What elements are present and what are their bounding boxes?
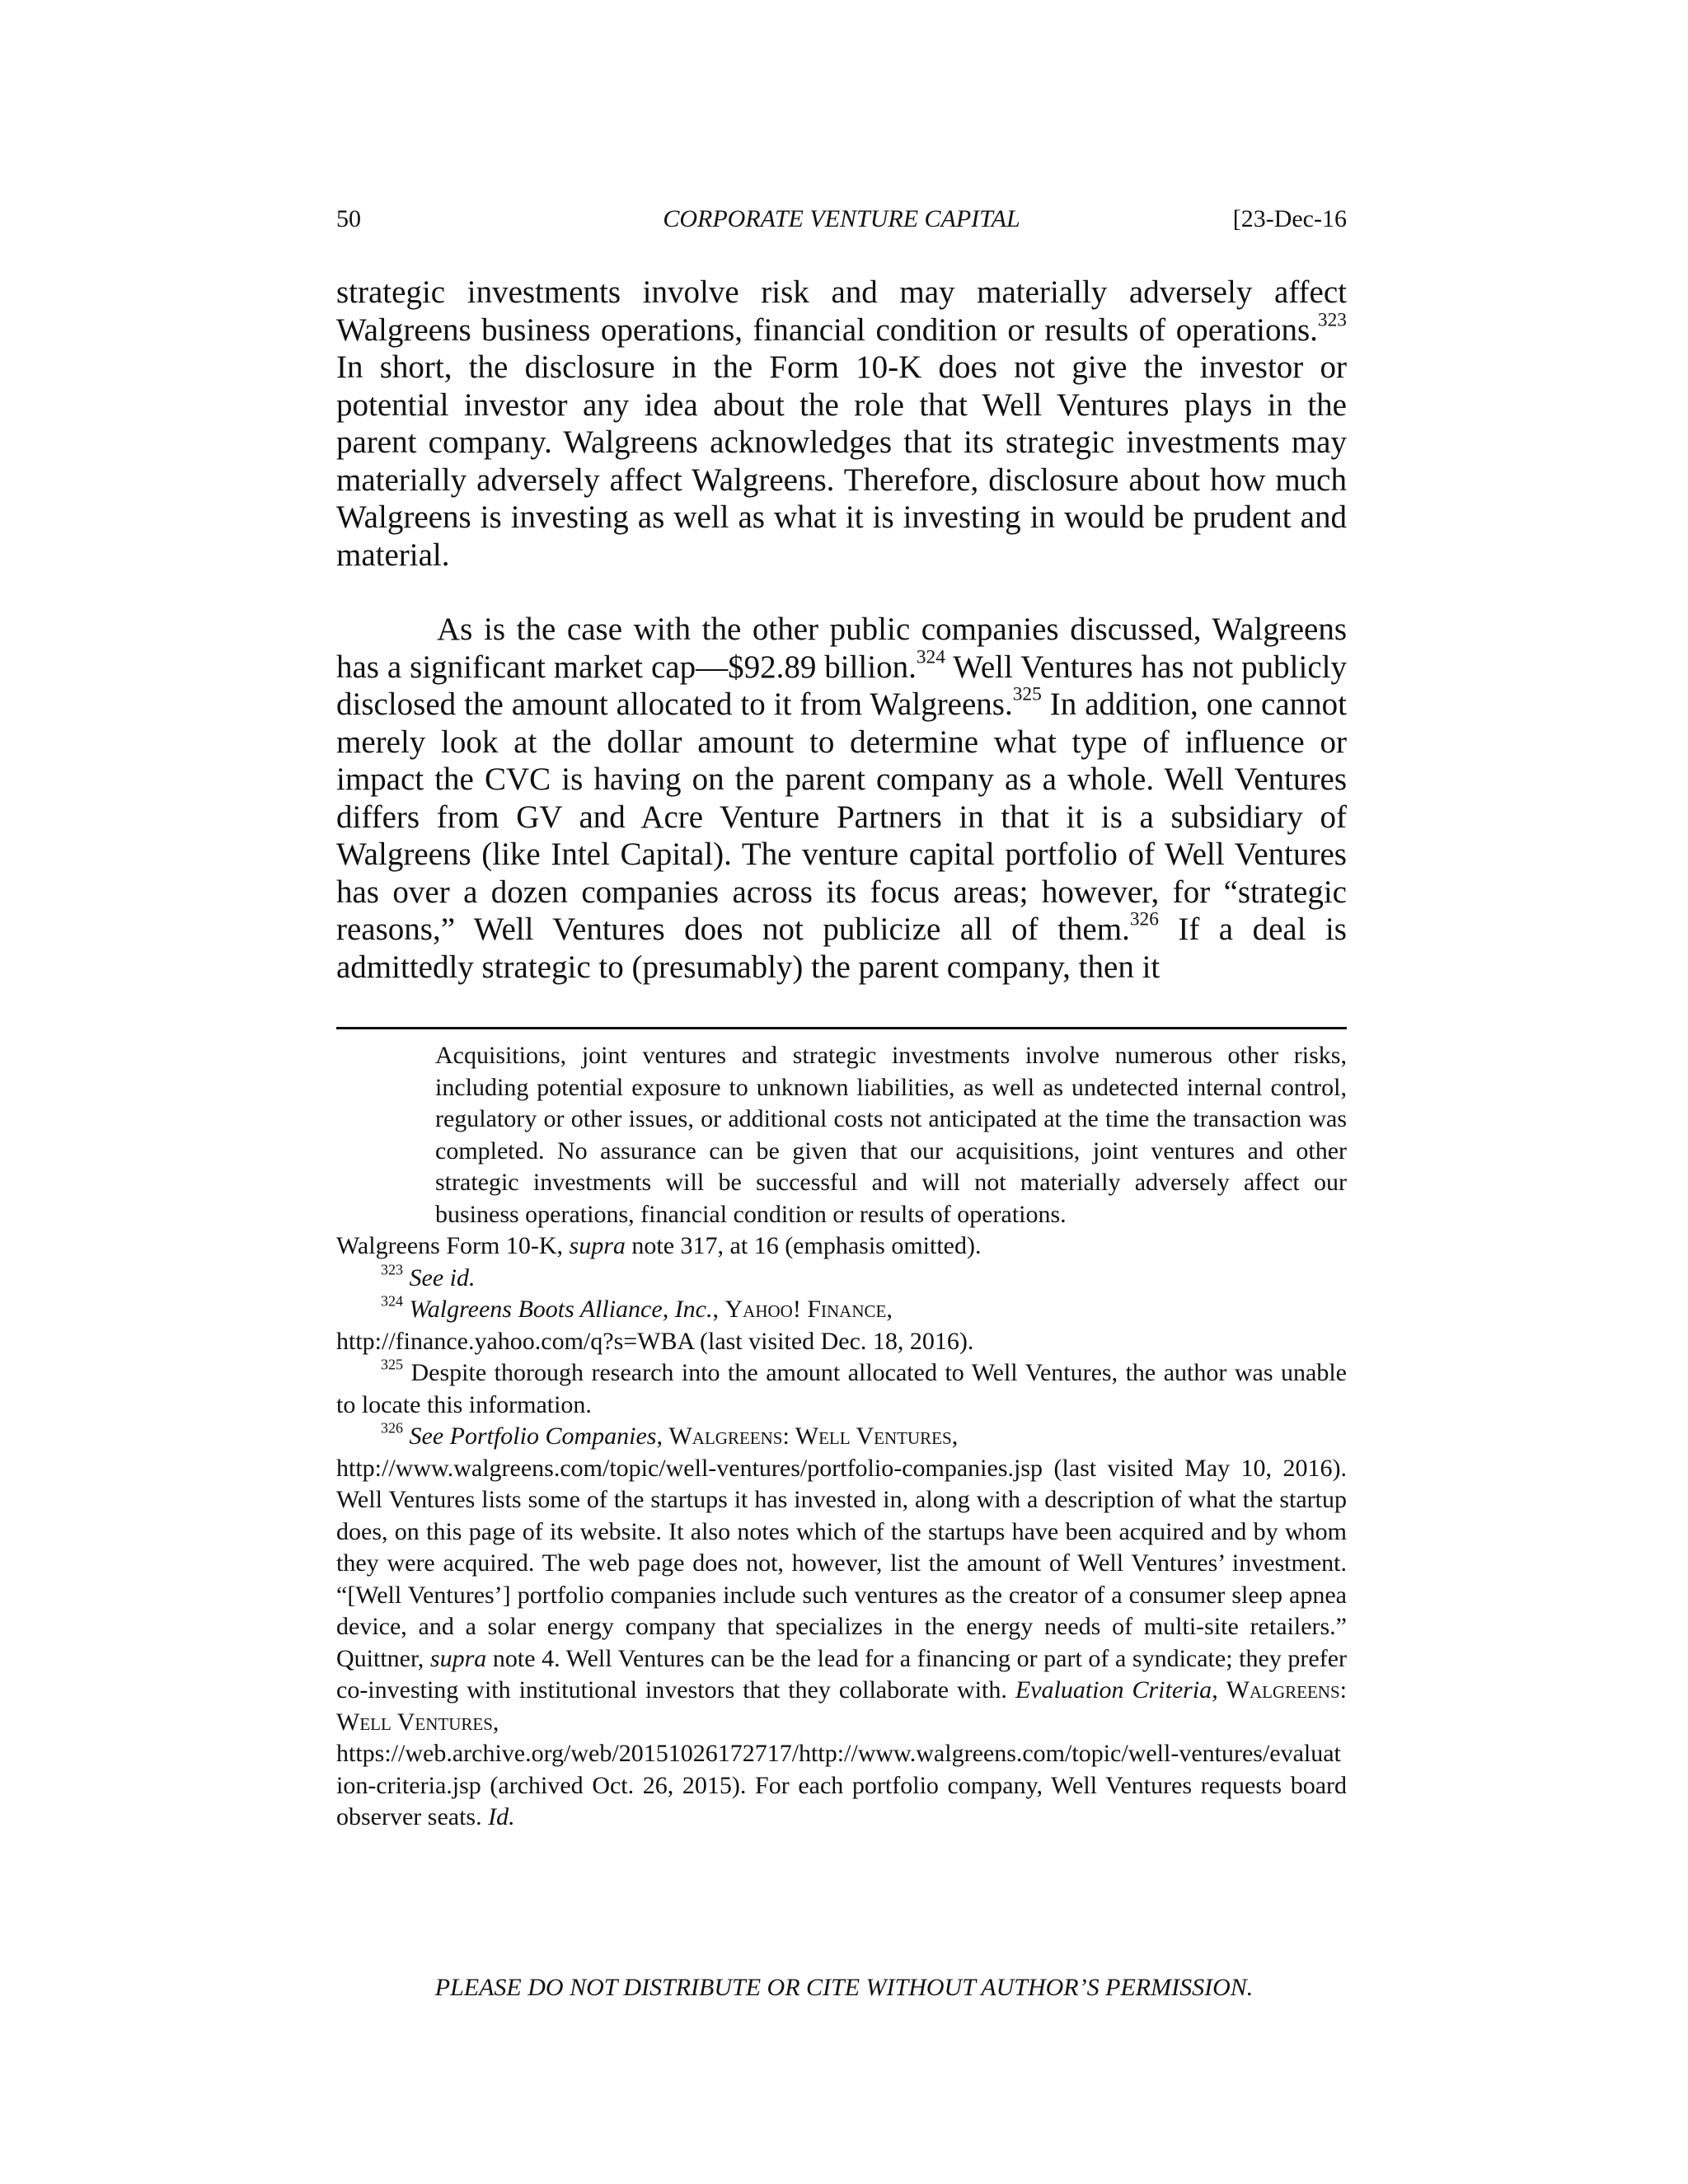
archive-url[interactable]: https://web.archive.org/web/20151026172717/http://www.walgreens.com/topic/well-ventures/evaluation-criteria.jsp <box>336 1740 1341 1799</box>
footnote-number: 326 <box>381 1419 403 1436</box>
paragraph-2-text-a: As is the case with the other public companies discussed, Walgreens has a significant market cap—$92.89 billion. <box>336 612 1347 685</box>
main-text <box>336 274 1347 986</box>
footnote-citation <box>336 1230 1347 1263</box>
footnote-ref-324[interactable]: 324 <box>916 645 945 668</box>
footnote-title: See Portfolio Companies <box>409 1422 657 1450</box>
footnote-325 <box>336 1357 1347 1421</box>
footnote-source: Walgreens: Well Ventures <box>668 1422 952 1450</box>
footnote-title: Walgreens Boots Alliance, Inc. <box>409 1296 713 1323</box>
paragraph-2-text-d: If a deal is admittedly strategic to (presumably) the parent company, then it <box>336 912 1347 985</box>
footnote-326-body <box>336 1453 1347 1739</box>
footnote-ref-326[interactable]: 326 <box>1129 908 1159 930</box>
footnote-326-id: Id. <box>488 1803 515 1830</box>
footnote-number: 324 <box>381 1292 403 1310</box>
footnote-326-text-c: (archived Oct. 26, 2015). For each portfolio company, Well Ventures requests board observer seats. <box>336 1771 1347 1830</box>
punctuation: , <box>712 1296 725 1323</box>
footnote-326-text-a: http://www.walgreens.com/topic/well-ventures/portfolio-companies.jsp (last visited May 10, 2016). Well Ventures lists some of the startups it has invested in, along with a description of what the startup does, on this page of its website. It also notes which of the startups have been acquired and by whom they were acquired. The web page does not, however, list the amount of Well Ventures’ investment. “[Well Ventures’] portfolio companies include such ventures as the creator of a consumer sleep apnea device, and a solar energy company that specializes in the energy needs of multi-site retailers.” Quittner, <box>336 1454 1347 1672</box>
citation-text-b: note 317, at 16 (emphasis omitted). <box>625 1232 982 1259</box>
footnote-blockquote: Acquisitions, joint ventures and strategic investments involve numerous other risks, including potential exposure to unknown liabilities, as well as undetected internal control, regulatory or other issues, or additional costs not anticipated at the time the transaction was completed. No assurance can be given that our acquisitions, joint ventures and other strategic investments will be successful and will not materially adversely affect our business operations, financial condition or results of operations. <box>435 1042 1347 1228</box>
footnote-326 <box>336 1421 1347 1453</box>
footnote-ref-325[interactable]: 325 <box>1012 683 1042 705</box>
header-date: [23-Dec-16 <box>1232 205 1347 232</box>
footnote-326-archive <box>336 1738 1347 1834</box>
footnote-source: Yahoo! Finance <box>724 1296 887 1323</box>
punctuation: , <box>1212 1676 1226 1704</box>
punctuation: , <box>656 1422 669 1450</box>
punctuation: , <box>886 1296 893 1323</box>
paragraph-2 <box>336 611 1347 986</box>
paragraph-1-text-a: strategic investments involve risk and may materially adversely affect Walgreens business operations, financial condition or results of operations. <box>336 274 1347 348</box>
footnote-326-text-b: note 4. Well Ventures can be the lead for a financing or part of a syndicate; they prefer co-investing with institutional investors that they collaborate with. <box>336 1644 1347 1704</box>
footnote-326-supra: supra <box>429 1644 487 1672</box>
punctuation: , <box>492 1708 499 1736</box>
footnote-ref-323[interactable]: 323 <box>1317 308 1347 330</box>
footnote-text: Despite thorough research into the amount allocated to Well Ventures, the author was unable to locate this information. <box>336 1359 1347 1418</box>
footnote-number: 323 <box>381 1261 403 1277</box>
distribution-notice: PLEASE DO NOT DISTRIBUTE OR CITE WITHOUT AUTHOR’S PERMISSION. <box>434 1974 1254 2001</box>
footnote-number: 325 <box>381 1356 403 1373</box>
citation-text-a: Walgreens Form 10-K, <box>336 1232 570 1259</box>
footnote-text: See id. <box>409 1263 476 1291</box>
footnote-324 <box>336 1294 1347 1326</box>
footnote-323 <box>336 1263 1347 1295</box>
paragraph-1-text-b: In short, the disclosure in the Form 10-K does not give the investor or potential investor any idea about the role that Well Ventures plays in the parent company. Walgreens acknowledges that its strategic investments may materially adversely affect Walgreens. Therefore, disclosure about how much Walgreens is investing as well as what it is investing in would be prudent and material. <box>336 349 1347 573</box>
paragraph-2-text-c: In addition, one cannot merely look at the dollar amount to determine what type of influence or impact the CVC is having on the parent company as a whole. Well Ventures differs from GV and Acre Venture Partners in that it is a subsidiary of Walgreens (like Intel Capital). The venture capital portfolio of Well Ventures has over a dozen companies across its focus areas; however, for “strategic reasons,” Well Ventures does not publicize all of them. <box>336 687 1347 947</box>
citation-supra: supra <box>569 1232 626 1259</box>
footnote-326-evaluation-criteria: Evaluation Criteria <box>1015 1676 1212 1704</box>
footnote-divider <box>336 1027 1347 1029</box>
punctuation: , <box>951 1422 959 1450</box>
footnote-324-url[interactable]: http://finance.yahoo.com/q?s=WBA (last visited Dec. 18, 2016). <box>336 1327 974 1355</box>
paragraph-2-text-b: Well Ventures has not publicly disclosed the amount allocated to it from Walgreens. <box>336 649 1347 722</box>
running-title: CORPORATE VENTURE CAPITAL <box>663 205 1020 232</box>
paragraph-1 <box>336 274 1347 574</box>
page-number: 50 <box>336 205 361 232</box>
footnotes <box>336 1040 1347 1834</box>
footnote-326-source: Walgreens: Well Ventures <box>336 1676 1347 1736</box>
